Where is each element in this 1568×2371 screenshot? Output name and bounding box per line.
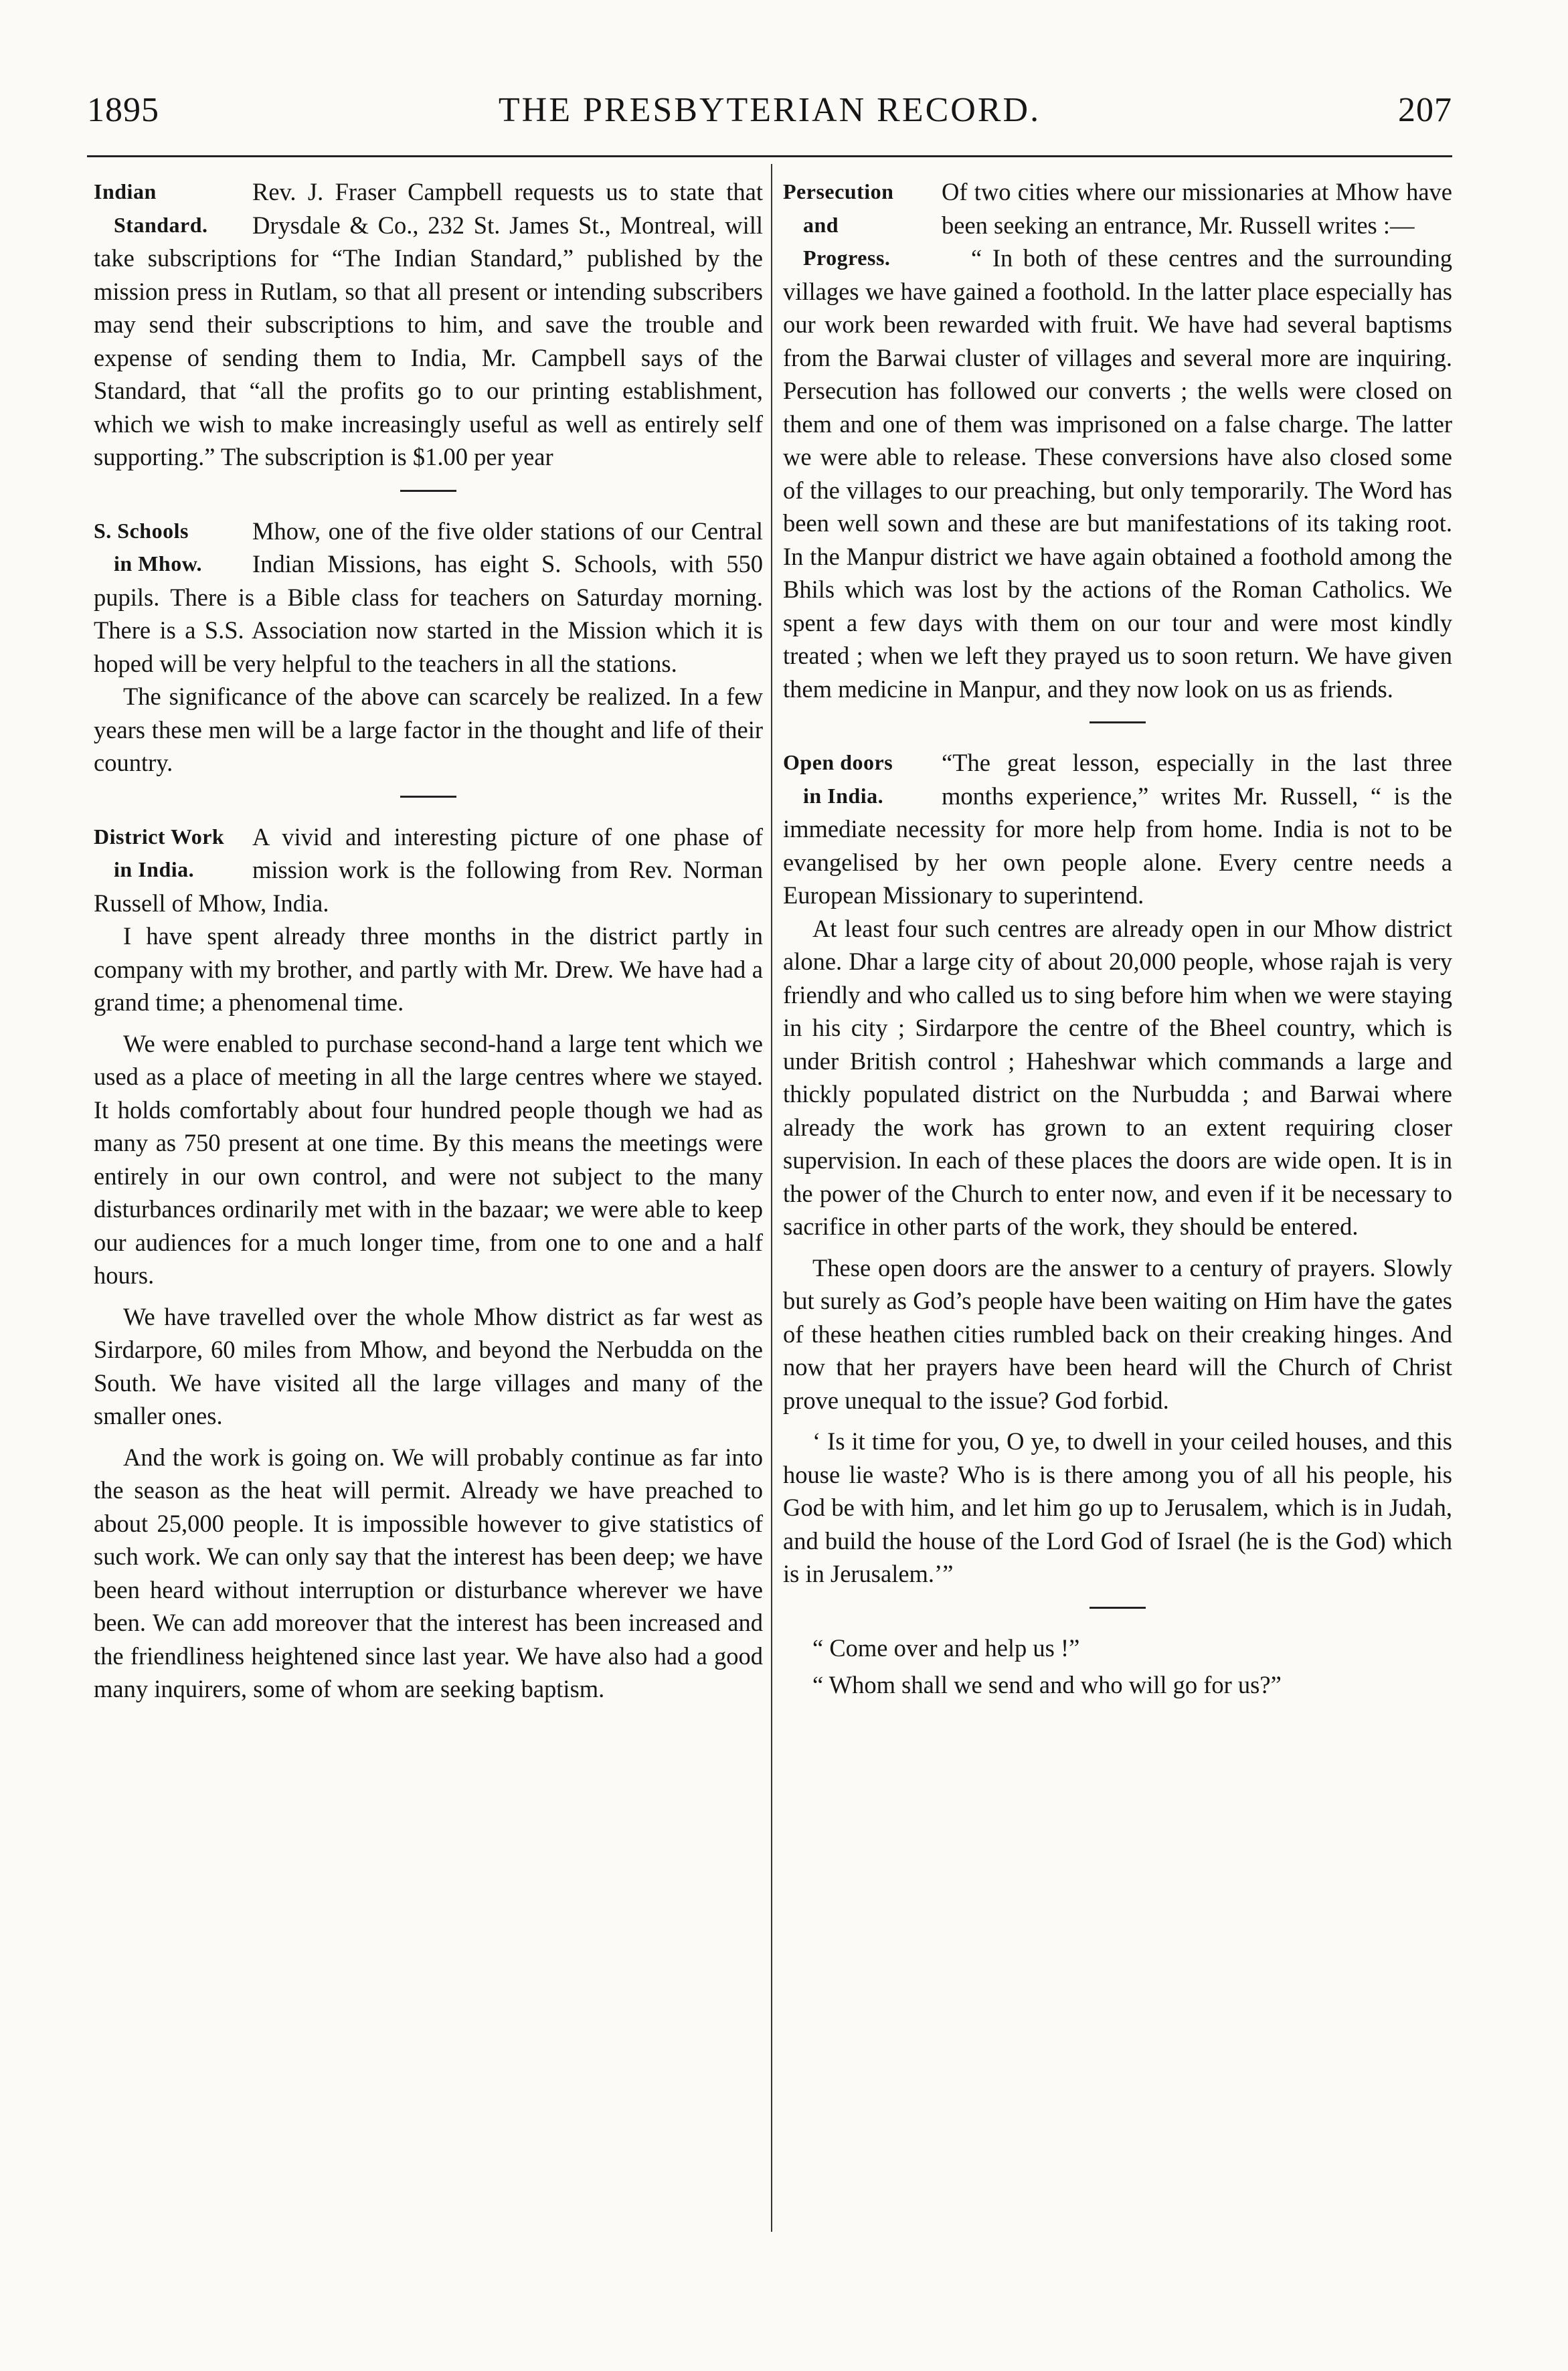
section-separator	[400, 490, 456, 492]
running-header	[87, 90, 1452, 137]
section-s-schools	[94, 515, 763, 798]
section-intro-text: A vivid and interesting picture of one phase of mission work is the following from Rev. Norman Russell of Mhow, India.	[94, 822, 763, 917]
section-intro-text: Of two cities where our missionaries at Mhow have been seeking an entrance, Mr. Russell writes :—	[942, 178, 1452, 239]
section-sidehead	[94, 820, 238, 887]
sidehead-line-2: in Mhow.	[114, 551, 203, 576]
paragraph: We were enabled to purchase second-hand a large tent which we used as a place of meeting in all the large centres where we stayed. It holds comfortably about four hundred people though we had as many as 750 present at one time. By this means the meetings were entirely in our own control, and were not subject to the many disturbances ordinarily met with in the bazaar; we were able to keep our audiences for a much longer time, from one to one and a half hours.	[94, 1029, 763, 1289]
closing-quote: “ Whom shall we send and who will go for us?”	[812, 1671, 1282, 1698]
column-divider	[771, 164, 772, 2232]
section-sidehead	[94, 175, 238, 242]
section-sidehead	[94, 515, 238, 581]
section-sidehead	[783, 175, 927, 275]
paragraph: At least four such centres are already open in our Mhow district alone. Dhar a large city of about 20,000 people, whose rajah is very friendly and who called us to sing before him when we were staying in his city ; Sirdarpore the centre of the Bheel country, which is under British control ; Haheshwar which commands a large and thickly populated district on the Nurbudda ; and Barwai where already the work has grown to an extent requiring closer supervision. In each of these places the doors are wide open. It is in the power of the Church to enter now, and even if it be necessary to sacrifice in other parts of the work, they should be entered.	[783, 914, 1452, 1240]
sidehead-line-1: Open doors	[783, 750, 893, 774]
closing-quotes	[783, 1632, 1452, 1702]
sidehead-line-1: Persecution	[783, 179, 894, 203]
section-district-work	[94, 820, 763, 1706]
header-year: 1895	[87, 91, 159, 129]
paragraph: We have travelled over the whole Mhow district as far west as Sirdarpore, 60 miles from Mhow, and beyond the Nerbudda on the South. We have visited all the large villages and many of the smaller ones.	[94, 1302, 763, 1429]
sidehead-line-1: Indian	[94, 179, 157, 203]
section-sidehead	[783, 746, 927, 812]
paragraph: I have spent already three months in the district partly in company with my brother, and partly with Mr. Drew. We have had a grand time; a phenomenal time.	[94, 922, 763, 1016]
section-intro-text: Mhow, one of the five older stations of our Central Indian Missions, has eight S. Schools, with 550 pupils. There is a Bible class for teachers on Saturday morning. There is a S.S. Association now started in the Mission which it is hoped will be very helpful to the teachers in all the stations.	[94, 517, 763, 677]
page-number: 207	[1398, 91, 1452, 129]
sidehead-line-2: in India.	[803, 783, 884, 808]
sidehead-line-2: and Progress.	[803, 212, 891, 270]
sidehead-line-2: in India.	[114, 857, 195, 881]
section-open-doors	[783, 746, 1452, 1702]
journal-title: THE PRESBYTERIAN RECORD.	[498, 91, 1041, 129]
section-separator	[1090, 721, 1146, 723]
sidehead-line-1: District Work	[94, 824, 225, 849]
paragraph: The significance of the above can scarcely be realized. In a few years these men will be a large factor in the thought and life of their country.	[94, 683, 763, 776]
paragraph: “ In both of these centres and the surrounding villages we have gained a foothold. In the latter place especially has our work been rewarded with fruit. We have had several baptisms from the Barwai cluster of villages and several more are inquiring. Persecution has followed our converts ; the wells were closed on them and one of them was imprisoned on a false charge. The latter we were able to release. These conversions have also closed some of the villages to our preaching, but only temporarily. The Word has been well sown and these are but manifestations of its taking root. In the Manpur district we have again obtained a foothold among the Bhils which was lost by the actions of the Roman Catholics. We spent a few days with them on our tour and were most kindly treated ; when we left they prayed us to soon return. We have given them medicine in Manpur, and they now look on us as friends.	[783, 244, 1452, 703]
section-separator	[1090, 1607, 1146, 1609]
section-intro-text: Rev. J. Fraser Campbell requests us to state that Drysdale & Co., 232 St. James St., Montreal, will take subscriptions for “The Indian Standard,” published by the mission press in Rutlam, so that all present or intending subscribers may send their subscriptions to him, and save the trouble and expense of sending them to India, Mr. Campbell says of the Standard, that “all the profits go to our printing establishment, which we wish to make increasingly useful as well as entirely self supporting.” The subscription is $1.00 per year	[94, 178, 763, 470]
sidehead-line-1: S. Schools	[94, 518, 189, 543]
section-persecution-progress	[783, 175, 1452, 723]
paragraph: ‘ Is it time for you, O ye, to dwell in your ceiled houses, and this house lie waste? Who is is there among you of all his people, his God be with him, and let him go up to Jerusalem, which is in Judah, and build the house of the Lord God of Israel (he is the God) which is in Jerusalem.’”	[783, 1427, 1452, 1587]
left-column	[94, 175, 763, 1706]
paragraph: And the work is going on. We will probably continue as far into the season as the heat will permit. Already we have preached to about 25,000 people. It is impossible however to give statistics of such work. We can only say that the interest has been deep; we have been heard without interruption or disturbance wherever we have been. We can add moreover that the interest has been increased and the friendliness heightened since last year. We have also had a good many inquirers, some of whom are seeking baptism.	[94, 1443, 763, 1702]
paragraph: These open doors are the answer to a century of prayers. Slowly but surely as God’s people have been waiting on Him have the gates of these heathen cities rumbled back on their creaking hinges. And now that her prayers have been heard will the Church of Christ prove unequal to the issue? God forbid.	[783, 1253, 1452, 1414]
section-separator	[400, 796, 456, 798]
section-indian-standard	[94, 175, 763, 492]
section-intro-text: “The great lesson, especially in the last three months experience,” writes Mr. Russell, “ is the immediate necessity for more help from home. India is not to be evangelised by her own people alone. Every centre needs a European Missionary to superintend.	[783, 749, 1452, 909]
header-rule	[87, 155, 1452, 157]
sidehead-line-2: Standard.	[114, 212, 208, 237]
right-column	[783, 175, 1452, 1702]
closing-quote: “ Come over and help us !”	[812, 1634, 1080, 1662]
